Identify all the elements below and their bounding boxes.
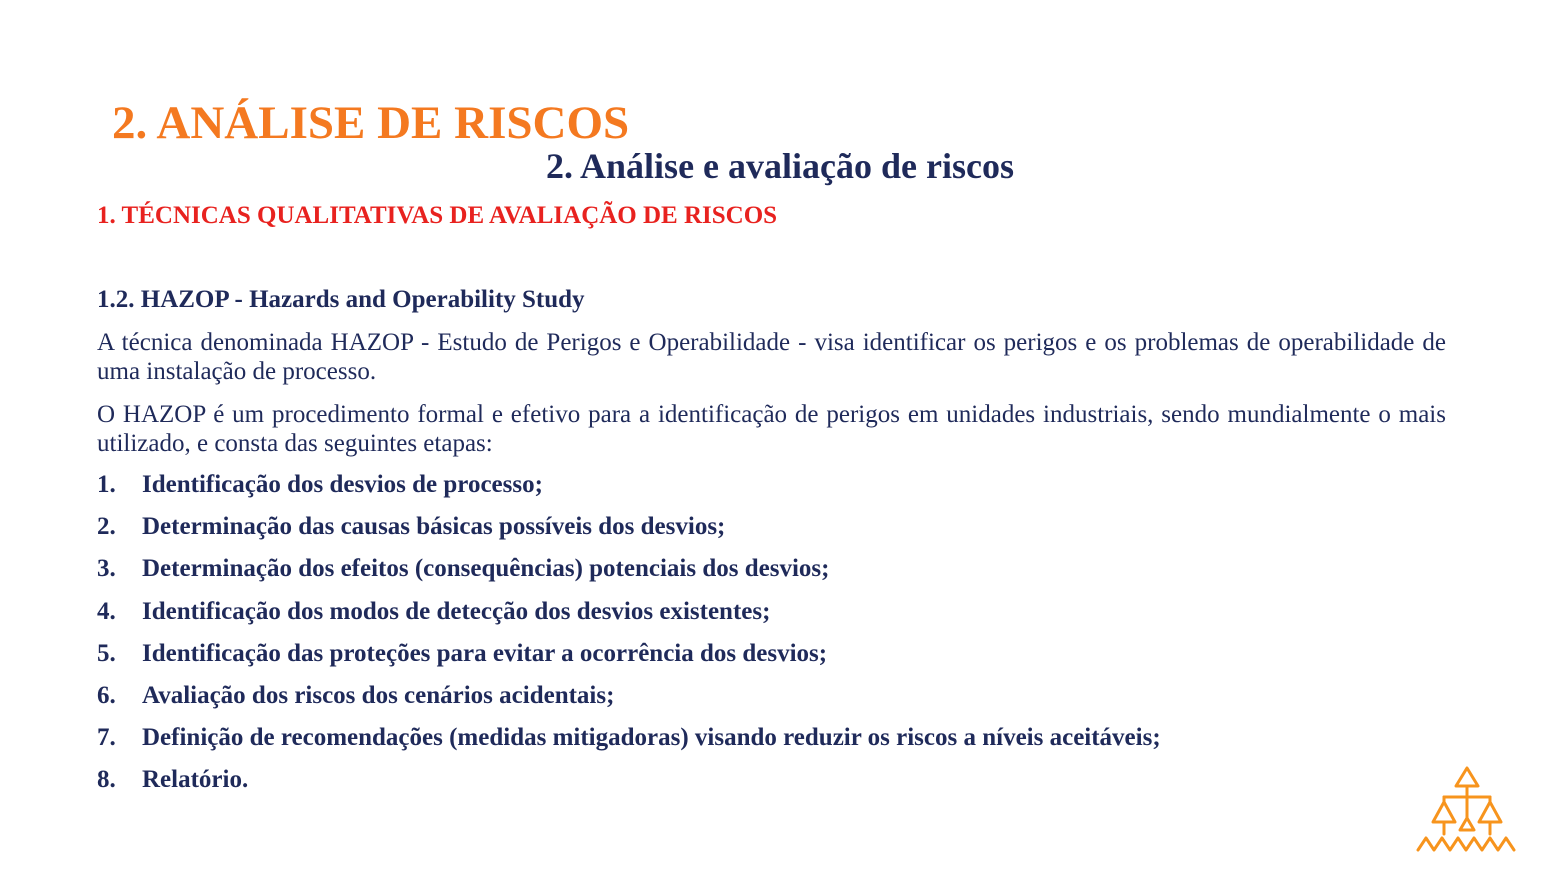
page-title: 2. ANÁLISE DE RISCOS bbox=[112, 97, 630, 149]
hazop-procedure-paragraph: O HAZOP é um procedimento formal e efetivo para a identificação de perigos em unidades industriais, sendo mundialmente o mais utilizado, e consta das seguintes etapas: bbox=[97, 401, 1446, 457]
list-item bbox=[97, 723, 1161, 765]
step-number: 8. bbox=[97, 766, 116, 794]
step-number: 7. bbox=[97, 724, 116, 752]
step-number: 1. bbox=[97, 471, 116, 498]
step-number: 3. bbox=[97, 555, 116, 583]
step-text: Identificação das proteções para evitar a ocorrência dos desvios; bbox=[142, 639, 828, 667]
list-item bbox=[97, 681, 1161, 723]
step-text: Determinação dos efeitos (consequências) potenciais dos desvios; bbox=[142, 555, 830, 583]
hazop-heading: 1.2. HAZOP - Hazards and Operability Study bbox=[97, 286, 585, 313]
step-text: Definição de recomendações (medidas mitigadoras) visando reduzir os riscos a níveis aceitáveis; bbox=[142, 724, 1161, 752]
section-heading: 1. TÉCNICAS QUALITATIVAS DE AVALIAÇÃO DE RISCOS bbox=[97, 202, 778, 229]
step-text: Relatório. bbox=[142, 766, 249, 794]
triangles-logo-icon bbox=[1414, 764, 1520, 856]
list-item bbox=[97, 554, 1161, 596]
page-subtitle: 2. Análise e avaliação de riscos bbox=[546, 146, 1014, 186]
list-item bbox=[97, 597, 1161, 639]
step-number: 6. bbox=[97, 681, 116, 709]
step-number: 5. bbox=[97, 639, 116, 667]
step-text: Determinação das causas básicas possíveis dos desvios; bbox=[142, 513, 726, 541]
list-item bbox=[97, 639, 1161, 681]
list-item bbox=[97, 512, 1161, 554]
hazop-steps-list bbox=[97, 470, 1161, 808]
step-text: Identificação dos modos de detecção dos desvios existentes; bbox=[142, 597, 771, 625]
step-text: Avaliação dos riscos dos cenários acidentais; bbox=[142, 681, 615, 709]
hazop-description-paragraph: A técnica denominada HAZOP - Estudo de Perigos e Operabilidade - visa identificar os perigos e os problemas de operabilidade de uma instalação de processo. bbox=[97, 329, 1446, 385]
list-item bbox=[97, 765, 1161, 807]
step-number: 2. bbox=[97, 513, 116, 541]
step-text: Identificação dos desvios de processo; bbox=[142, 471, 543, 498]
list-item bbox=[97, 470, 1161, 512]
step-number: 4. bbox=[97, 597, 116, 625]
